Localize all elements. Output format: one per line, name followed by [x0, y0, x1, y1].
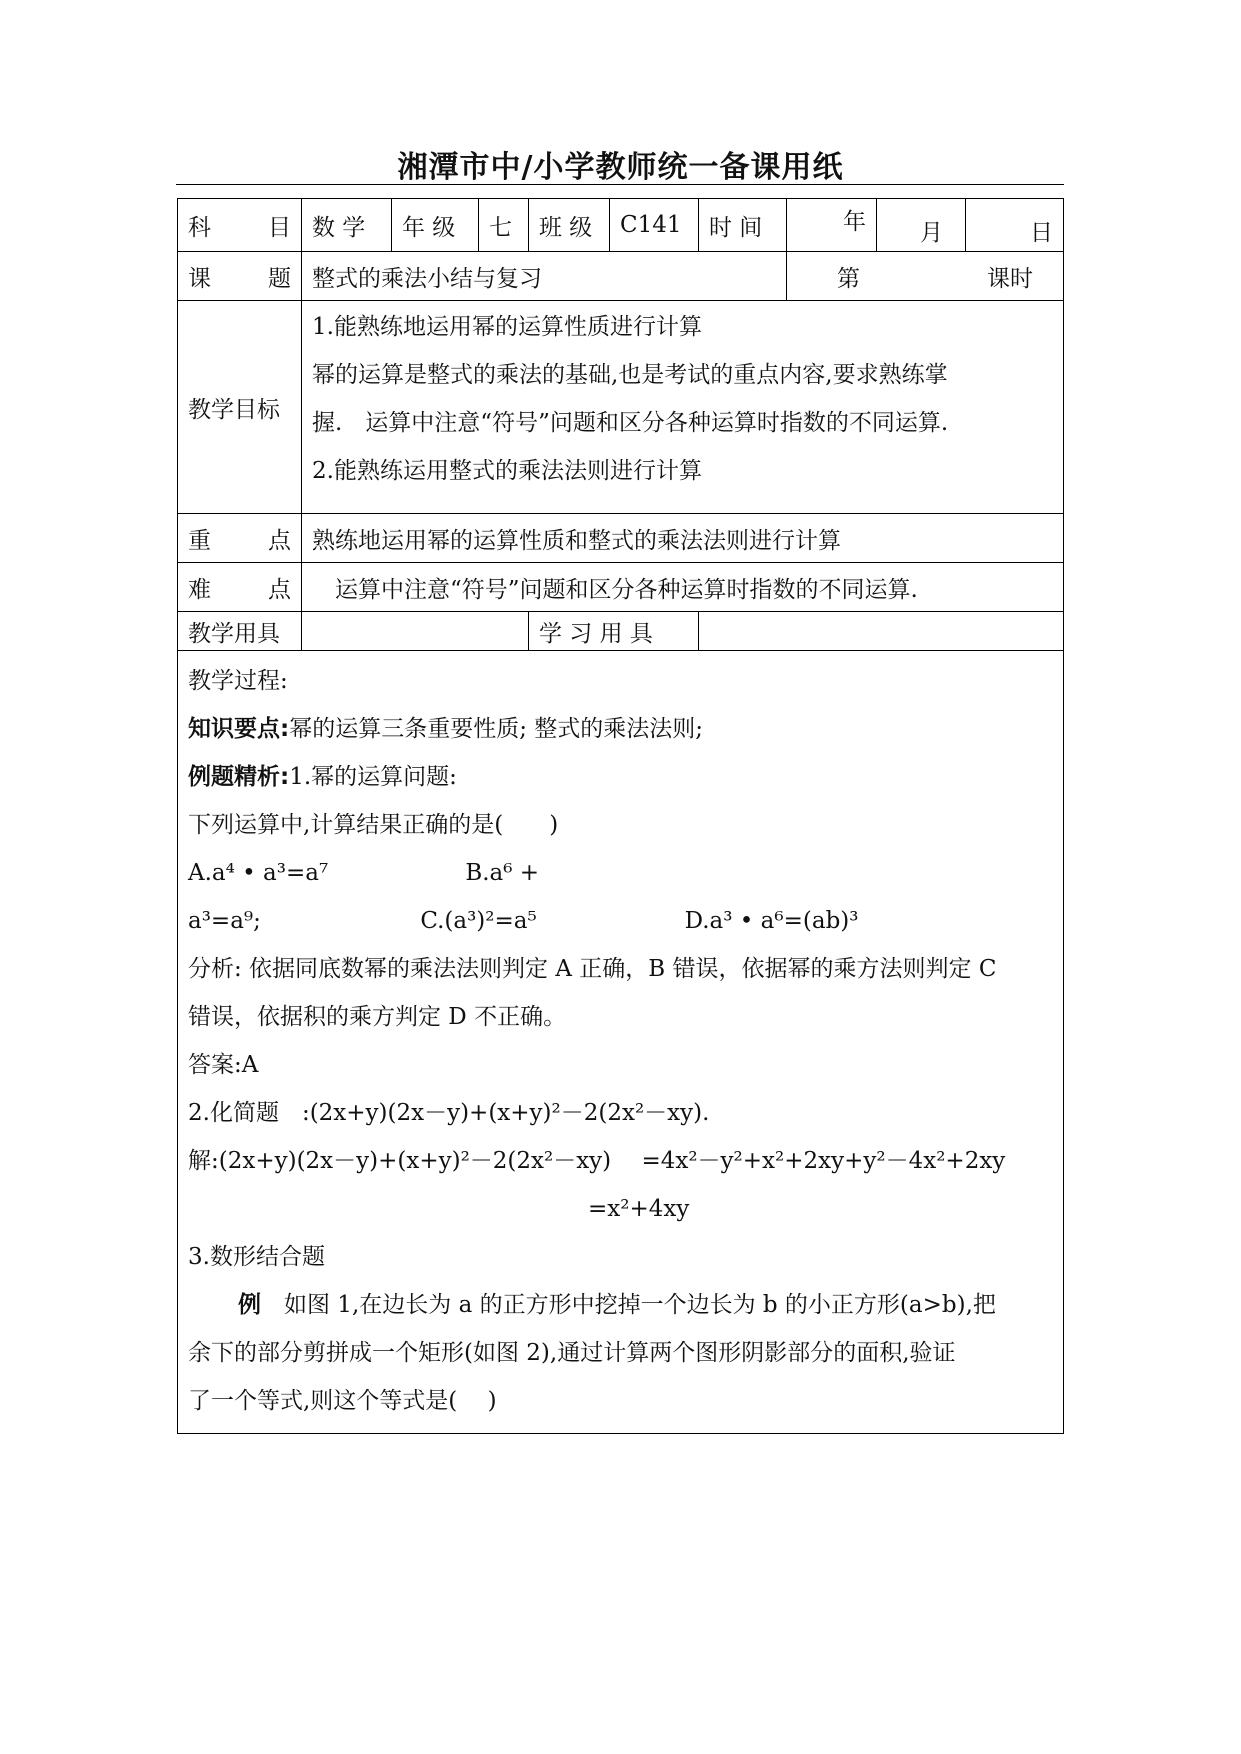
- options-line-1: [188, 849, 1053, 897]
- difficulty-row: [178, 563, 1064, 612]
- goals-row: [178, 301, 1064, 514]
- option-b-continued: a³=a⁹;: [188, 908, 261, 934]
- question-text: 下列运算中,计算结果正确的是( ): [188, 812, 559, 838]
- class-label: 班 级: [529, 199, 610, 252]
- day-cell: 日: [966, 199, 1064, 252]
- subject-label-cell: 科 目: [178, 199, 302, 252]
- tools-row: [178, 612, 1064, 651]
- lesson-suffix: 课时: [987, 265, 1033, 292]
- learning-tools-value: [699, 612, 1064, 651]
- difficulty-value: 运算中注意“符号”问题和区分各种运算时指数的不同运算.: [302, 563, 1064, 612]
- key-point-value: 熟练地运用幂的运算性质和整式的乘法法则进行计算: [302, 514, 1064, 563]
- teaching-tools-label: 教学用具: [178, 612, 302, 651]
- topic-row: [178, 252, 1064, 301]
- analysis-line: 分析: 依据同底数幂的乘法法则判定 A 正确，B 错误，依据幂的乘方法则判定 C: [188, 956, 997, 982]
- key-point-label-cell: 重 点: [178, 514, 302, 563]
- options-line-2: [188, 897, 1053, 945]
- example-label: 例题精析:: [188, 764, 290, 790]
- process-row: [178, 651, 1064, 1434]
- learning-tools-label: 学 习 用 具: [529, 612, 699, 651]
- key-point-row: [178, 514, 1064, 563]
- month-cell: 月: [877, 199, 966, 252]
- grade-value: 七: [479, 199, 529, 252]
- shape-line: 了一个等式,则这个等式是( ): [188, 1388, 497, 1414]
- example-text: 1.幂的运算问题:: [289, 764, 457, 790]
- knowledge-points: [188, 705, 1053, 753]
- grade-label: 年 级: [392, 199, 479, 252]
- option-c: C.(a³)²=a⁵: [420, 908, 537, 934]
- goals-content: [302, 301, 1064, 514]
- solution-line: 解:(2x+y)(2x－y)+(x+y)²－2(2x²－xy) =4x²－y²+x²+2xy+y²－4x²+2xy: [188, 1148, 1006, 1174]
- subject-value: 数 学: [302, 199, 392, 252]
- title-underline: [176, 184, 1064, 185]
- lesson-prefix: 第: [837, 265, 860, 292]
- solution-result: =x²+4xy: [588, 1196, 690, 1222]
- knowledge-label: 知识要点:: [188, 716, 290, 742]
- goal-line: 2.能熟练运用整式的乘法法则进行计算: [312, 458, 702, 484]
- topic-label-cell: 课 题: [178, 252, 302, 301]
- year-cell: 年: [787, 199, 877, 252]
- analysis-line: 错误，依据积的乘方判定 D 不正确。: [188, 1004, 567, 1030]
- time-label: 时 间: [699, 199, 787, 252]
- option-a: A.a⁴ • a³=a⁷: [188, 860, 329, 886]
- goal-line: 握. 运算中注意“符号”问题和区分各种运算时指数的不同运算.: [312, 410, 949, 436]
- page-title: 湘潭市中/小学教师统一备课用纸: [397, 150, 844, 185]
- shape-text: 如图 1,在边长为 a 的正方形中挖掉一个边长为 b 的小正方形(a>b),把: [261, 1292, 996, 1318]
- lesson-plan-table: [177, 198, 1064, 1434]
- info-row: [178, 199, 1064, 252]
- example-analysis: [188, 753, 1053, 801]
- teaching-process: [178, 651, 1064, 1434]
- difficulty-label-cell: 难 点: [178, 563, 302, 612]
- teaching-tools-value: [302, 612, 529, 651]
- option-b: B.a⁶ +: [465, 860, 540, 886]
- goal-line: 幂的运算是整式的乘法的基础,也是考试的重点内容,要求熟练掌: [312, 362, 948, 388]
- topic-value: 整式的乘法小结与复习: [302, 252, 787, 301]
- class-value: C141: [610, 199, 699, 252]
- shape-example-label: 例: [238, 1292, 261, 1318]
- lesson-number-cell: [787, 252, 1064, 301]
- goal-line: 1.能熟练地运用幂的运算性质进行计算: [312, 314, 702, 340]
- shape-line: [188, 1281, 1053, 1329]
- simplify-question: 2.化简题 :(2x+y)(2x－y)+(x+y)²－2(2x²－xy).: [188, 1100, 710, 1126]
- option-d: D.a³ • a⁶=(ab)³: [684, 908, 859, 934]
- shape-title: 3.数形结合题: [188, 1244, 325, 1270]
- shape-line: 余下的部分剪拼成一个矩形(如图 2),通过计算两个图形阴影部分的面积,验证: [188, 1340, 956, 1366]
- answer: 答案:A: [188, 1052, 259, 1078]
- goals-label: 教学目标: [178, 301, 302, 514]
- knowledge-text: 幂的运算三条重要性质; 整式的乘法法则;: [289, 716, 704, 742]
- process-heading: 教学过程:: [188, 668, 288, 694]
